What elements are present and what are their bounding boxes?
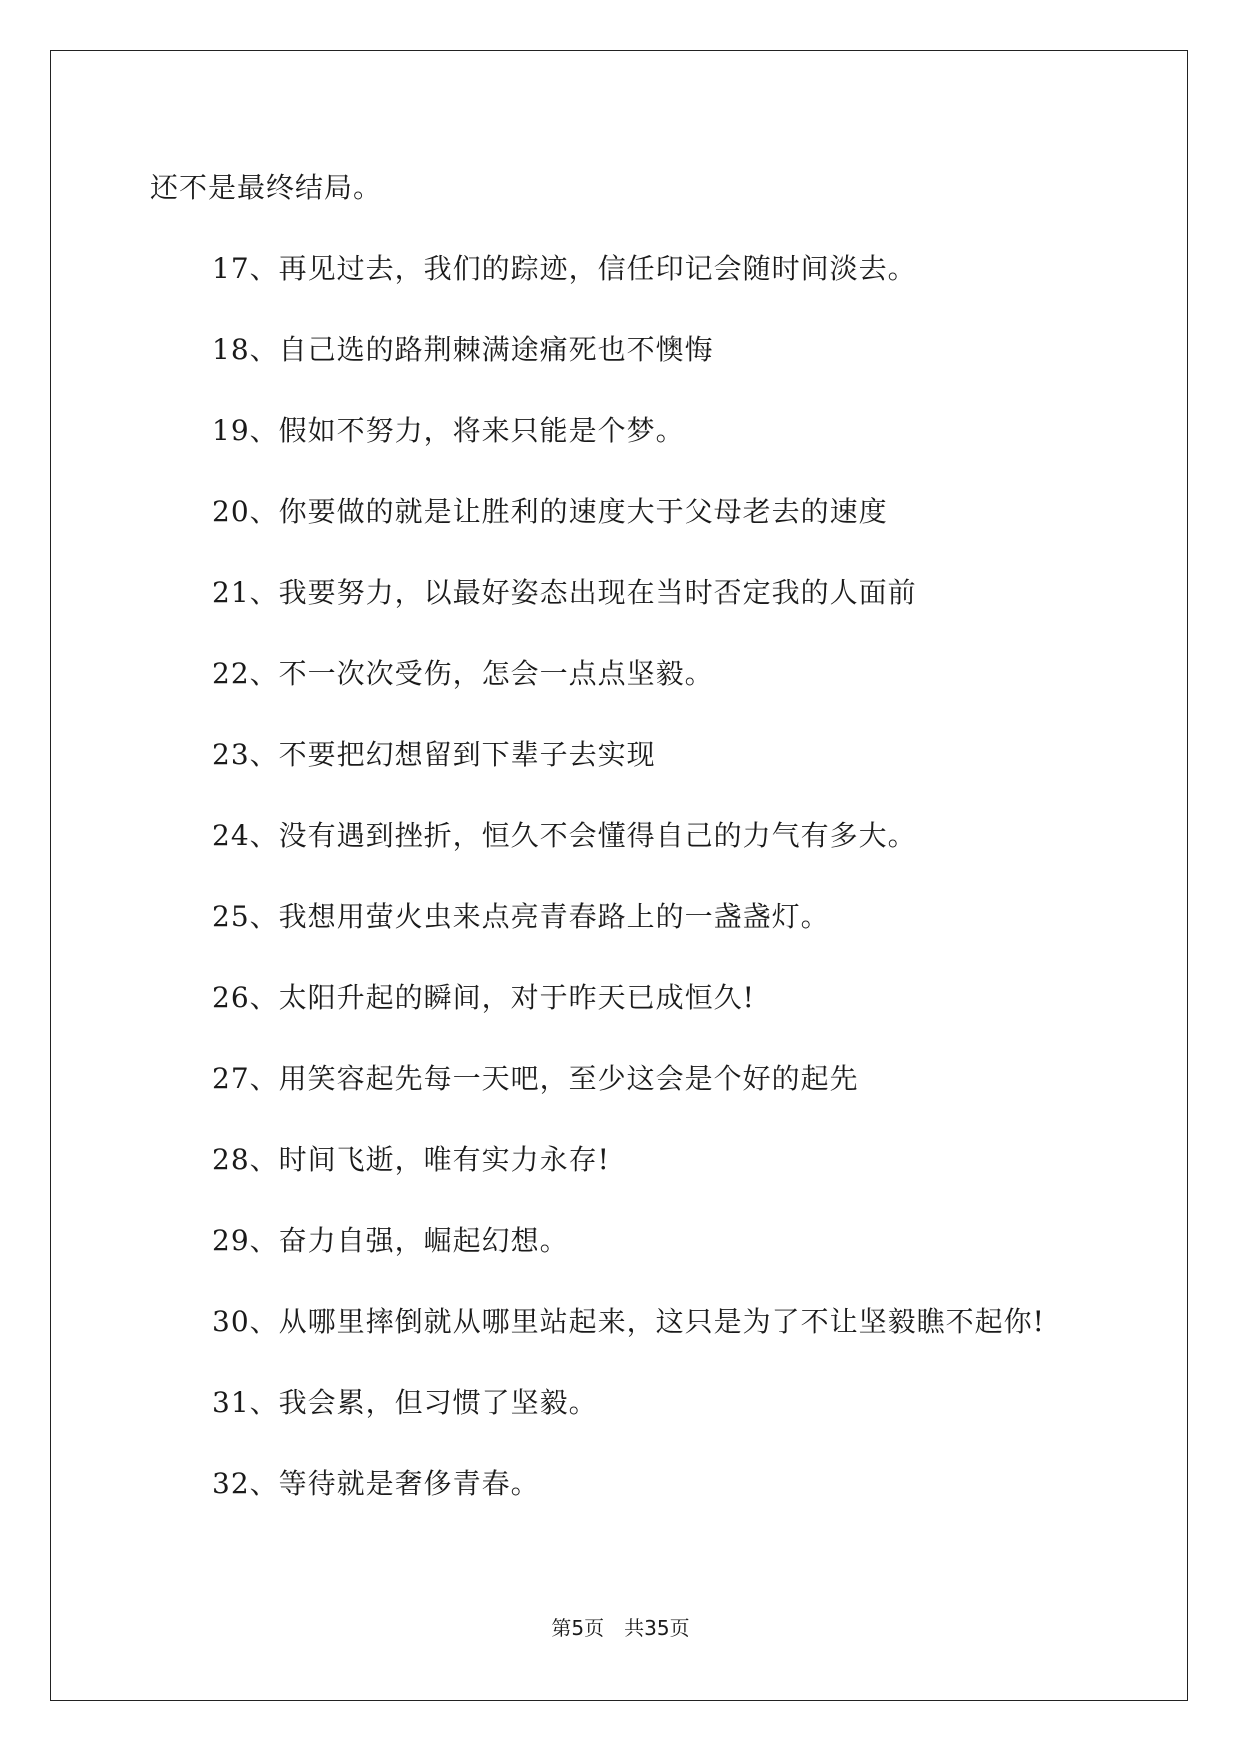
list-item: 22、不一次次受伤，怎会一点点坚毅。 xyxy=(212,657,714,690)
list-item: 25、我想用萤火虫来点亮青春路上的一盏盏灯。 xyxy=(212,900,830,933)
list-item: 17、再见过去，我们的踪迹，信任印记会随时间淡去。 xyxy=(212,252,917,285)
list-item: 29、奋力自强，崛起幻想。 xyxy=(212,1224,569,1257)
total-pages-label: 共35页 xyxy=(624,1616,690,1640)
list-item: 24、没有遇到挫折，恒久不会懂得自己的力气有多大。 xyxy=(212,819,917,852)
list-item: 27、用笑容起先每一天吧，至少这会是个好的起先 xyxy=(212,1062,859,1095)
list-item: 19、假如不努力，将来只能是个梦。 xyxy=(212,414,685,447)
current-page-label: 第5页 xyxy=(551,1616,605,1640)
list-item: 23、不要把幻想留到下辈子去实现 xyxy=(212,738,656,771)
list-item: 30、从哪里摔倒就从哪里站起来，这只是为了不让坚毅瞧不起你! xyxy=(212,1305,1045,1338)
document-body xyxy=(150,168,1130,1545)
list-item: 32、等待就是奢侈青春。 xyxy=(212,1467,540,1500)
continuation-paragraph: 还不是最终结局。 xyxy=(150,171,383,204)
list-item: 28、时间飞逝，唯有实力永存! xyxy=(212,1143,610,1176)
list-item: 20、你要做的就是让胜利的速度大于父母老去的速度 xyxy=(212,495,888,528)
list-item: 31、我会累，但习惯了坚毅。 xyxy=(212,1386,598,1419)
list-item: 26、太阳升起的瞬间，对于昨天已成恒久! xyxy=(212,981,755,1014)
page-footer xyxy=(0,1614,1241,1642)
list-item: 18、自己选的路荆棘满途痛死也不懊悔 xyxy=(212,333,714,366)
list-item: 21、我要努力，以最好姿态出现在当时否定我的人面前 xyxy=(212,576,917,609)
